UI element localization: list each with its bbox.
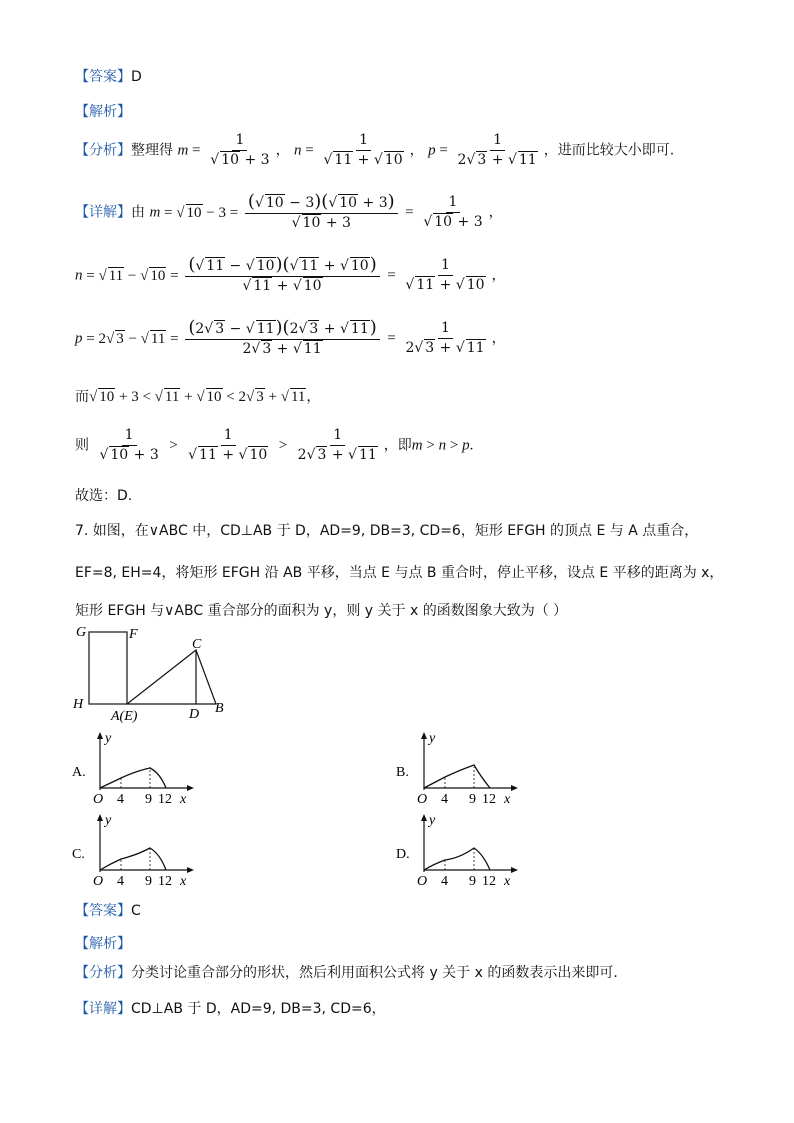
function-curve	[100, 768, 166, 788]
fraction: $\frac{1}{2√ 3 + √ 11}$	[455, 132, 541, 169]
answer-value: C	[131, 903, 141, 919]
q6-fenxi-line: 【分析】整理得 m = 1 √ 10 + 3 ， n = 1 √ 11 + √ 10 ， p = $\frac{1}{2√ 3 + √ 11}$ ，进而比较大小即可.	[75, 132, 674, 169]
option-label: B.	[396, 765, 409, 780]
tick-4: 4	[117, 874, 124, 888]
function-curve	[424, 848, 490, 870]
y-arrow-icon	[97, 732, 103, 739]
origin-label: O	[93, 874, 104, 888]
fraction: (√ 10 − 3)(√ 10 + 3) √ 10 + 3	[245, 193, 398, 232]
fraction: (√ 11 − √ 10)(√ 11 + √ 10) √ 11 + √ 10	[185, 256, 379, 295]
xiangjie-prefix: 由	[131, 204, 145, 221]
fraction: $\frac{(2√ 3 - √ 11)(2√ 3 + √ 11)}{2√ 3 + √ 11}$	[185, 319, 379, 358]
y-arrow-icon	[421, 814, 427, 821]
y-arrow-icon	[97, 814, 103, 821]
x-arrow-icon	[187, 867, 194, 873]
option-a[interactable]	[72, 730, 202, 810]
fraction: 1 √ 10 + 3	[420, 194, 485, 231]
x-label: x	[180, 792, 187, 806]
function-curve	[100, 848, 166, 870]
tick-12: 12	[482, 792, 496, 806]
q7-line3: 矩形 EFGH 与∨ABC 重合部分的面积为 y，则 y 关于 x 的函数图象大致为（ ）	[75, 603, 568, 619]
option-graph	[396, 730, 526, 806]
fraction: 1 √ 11 + √ 10	[320, 132, 406, 169]
ze-text: 则	[75, 437, 89, 454]
tick-4: 4	[441, 874, 448, 888]
label-h: H	[73, 697, 84, 712]
tick-9: 9	[145, 792, 152, 806]
label-f: F	[129, 627, 138, 642]
x-arrow-icon	[511, 867, 518, 873]
fraction: 1 √ 10 + 3	[207, 132, 272, 169]
y-label: y	[429, 813, 436, 828]
q6-result-line: 则 1 √ 10 + 3 > 1 √ 11 + √ 10 > $\frac{1}{2√ 3 + √ 11}$ ，即m > n > p.	[75, 427, 473, 464]
x-label: x	[504, 874, 511, 888]
tick-12: 12	[482, 874, 496, 888]
analysis-tag: 【解析】	[75, 936, 131, 952]
q7-line1: 7. 如图，在∨ABC 中，CD⊥AB 于 D，AD=9, DB=3, CD=6，矩形 EFGH 的顶点 E 与 A 点重合，	[75, 523, 699, 539]
fraction: $\frac{1}{2√ 3 + √ 11}$	[402, 320, 488, 357]
tick-9: 9	[469, 792, 476, 806]
option-graph	[72, 812, 202, 888]
origin-label: O	[417, 792, 428, 806]
fraction: 1 √ 10 + 3	[96, 427, 161, 464]
analysis-tag: 【解析】	[75, 104, 131, 120]
q7-fenxi-line	[75, 962, 618, 982]
origin-label: O	[93, 792, 104, 806]
fraction: 1 √ 11 + √ 10	[402, 257, 488, 294]
q6-conclusion: 故选：D.	[75, 488, 133, 504]
label-b: B	[215, 701, 224, 716]
answer-tag: 【答案】	[75, 69, 131, 85]
q6-analysis-line	[75, 101, 131, 121]
y-arrow-icon	[421, 732, 427, 739]
tick-12: 12	[158, 874, 172, 888]
xiangjie-tag: 【详解】	[75, 204, 131, 221]
x-arrow-icon	[187, 785, 194, 791]
q7-xiangjie-line	[75, 998, 386, 1018]
y-label: y	[105, 813, 112, 828]
fenxi-tag: 【分析】	[75, 965, 131, 981]
fenxi-tag: 【分析】	[75, 142, 131, 159]
tick-4: 4	[441, 792, 448, 806]
y-label: y	[429, 731, 436, 746]
q6-compare-line: 而√ 10 + 3 < √ 11 + √ 10 < 2√ 3 + √ 11，	[75, 386, 320, 406]
q6-xiangjie-line2: n = √ 11 − √ 10 = (√ 11 − √ 10)(√ 11 + √ 10) √ 11 + √ 10 = 1 √ 11 + √ 10 ，	[75, 256, 506, 295]
option-b[interactable]	[396, 730, 526, 810]
tick-9: 9	[469, 874, 476, 888]
fenxi-prefix: 整理得	[131, 142, 173, 159]
option-c[interactable]	[72, 812, 202, 892]
tick-12: 12	[158, 792, 172, 806]
tick-4: 4	[117, 792, 124, 806]
option-graph	[72, 730, 202, 806]
xiangjie-tag: 【详解】	[75, 1001, 131, 1017]
origin-label: O	[417, 874, 428, 888]
q7-line2: EF=8, EH=4，将矩形 EFGH 沿 AB 平移，当点 E 与点 B 重合时，停止平移，设点 E 平移的距离为 x，	[75, 565, 724, 581]
label-g: G	[76, 625, 87, 640]
ji-text: ，即	[383, 437, 412, 454]
label-ae: A(E)	[111, 709, 138, 724]
fenxi-suffix: ，进而比较大小即可.	[543, 142, 675, 159]
x-label: x	[504, 792, 511, 806]
tick-9: 9	[145, 874, 152, 888]
fraction: $\frac{1}{2√ 3 + √ 11}$	[295, 427, 381, 464]
option-label: A.	[72, 765, 86, 780]
label-d: D	[189, 707, 200, 722]
answer-tag: 【答案】	[75, 903, 131, 919]
q6-xiangjie-line3: p = 2√ 3 − √ 11 = $\frac{(2√ 3 - √ 11)(2√ 3 + √ 11)}{2√ 3 + √ 11}$ = $\frac{1}{2√ 3 + √ 11}$ ，	[75, 319, 506, 358]
option-label: C.	[72, 847, 85, 862]
er-text: 而	[75, 389, 89, 405]
xiangjie-text: CD⊥AB 于 D，AD=9, DB=3, CD=6，	[131, 1001, 386, 1017]
triangle-rectangle-figure	[70, 622, 240, 726]
option-graph	[396, 812, 526, 888]
option-d[interactable]	[396, 812, 526, 892]
q7-analysis-line	[75, 933, 131, 953]
fraction: 1 √ 11 + √ 10	[185, 427, 271, 464]
fenxi-text: 分类讨论重合部分的形状，然后利用面积公式将 y 关于 x 的函数表示出来即可.	[131, 965, 618, 981]
option-label: D.	[396, 847, 410, 862]
function-curve	[424, 765, 490, 788]
y-label: y	[105, 731, 112, 746]
q7-answer-line	[75, 900, 141, 920]
q6-answer-line	[75, 66, 142, 86]
q6-xiangjie-line1: 【详解】由 m = √ 10 − 3 = (√ 10 − 3)(√ 10 + 3) √ 10 + 3 = 1 √ 10 + 3 ，	[75, 193, 503, 232]
x-arrow-icon	[511, 785, 518, 791]
answer-value: D	[131, 69, 142, 85]
x-label: x	[180, 874, 187, 888]
label-c: C	[192, 637, 202, 652]
